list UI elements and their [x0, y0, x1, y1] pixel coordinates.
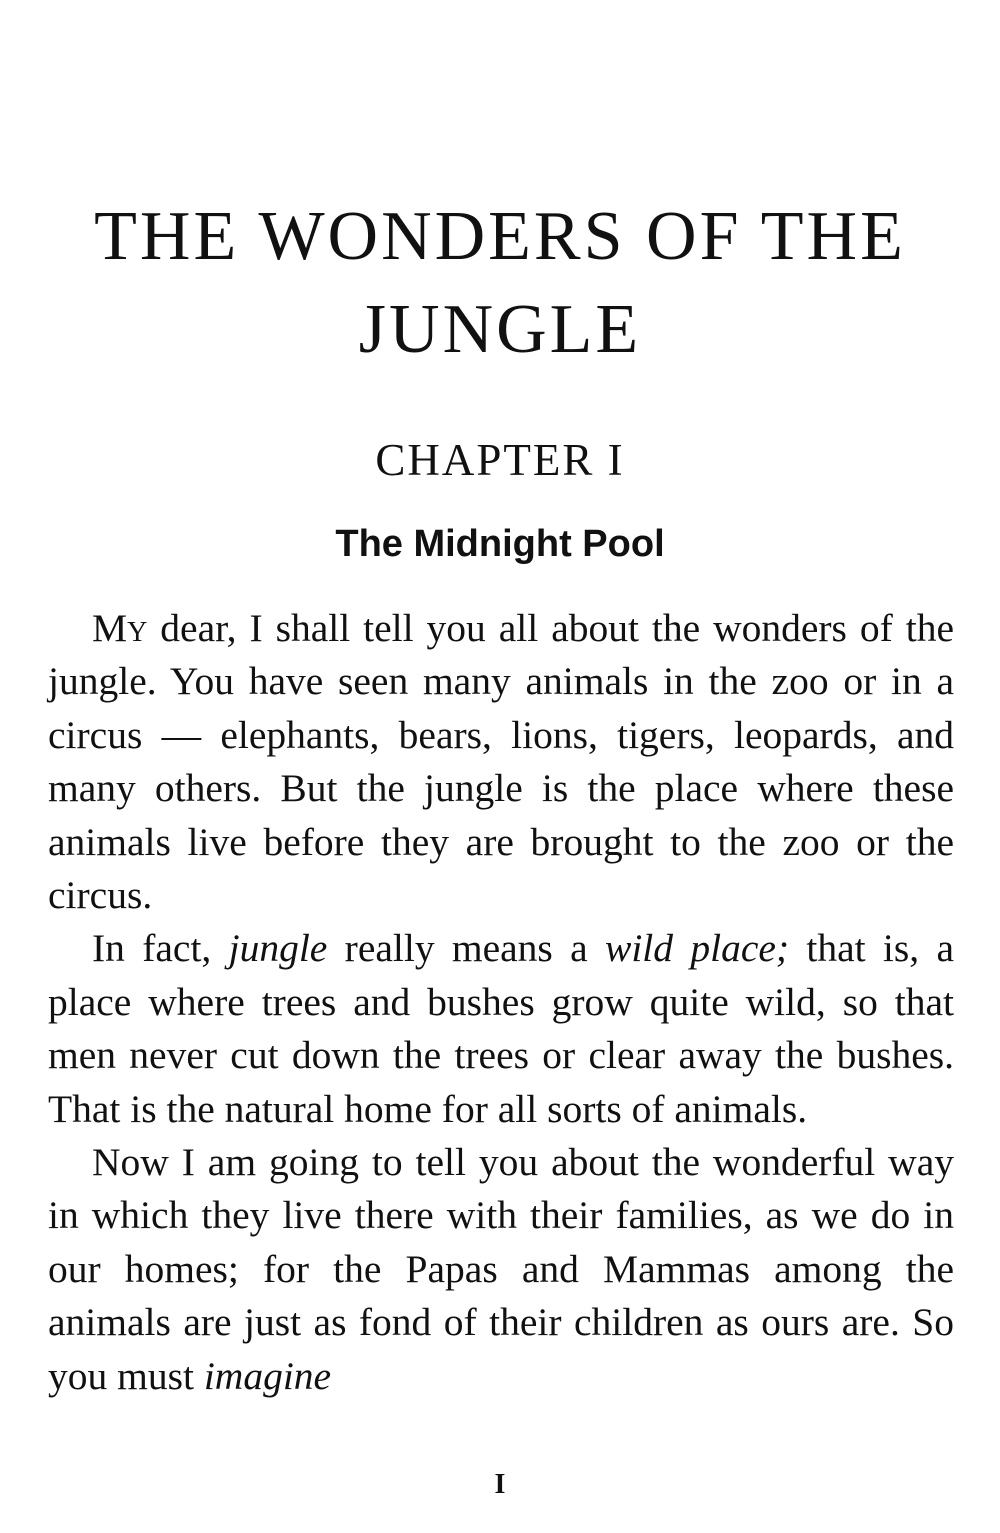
book-title-line-1: THE WONDERS OF THE: [94, 198, 906, 275]
paragraph-3-text: Now I am going to tell you about the wonderful way in which they live there with their families, as we do in our homes; for the Papas and Mammas among the animals are just as fond of their children as ours are. So you must: [48, 1140, 954, 1398]
paragraph-2-text-b: really means a: [327, 926, 605, 971]
paragraph-3: [48, 1136, 954, 1403]
paragraph-1-text: dear, I shall tell you all about the wonders of the jungle. You have seen many animals in the zoo or in a circus — elephants, bears, lions, tigers, leopards, and many others. But the jungle is the place where these animals live before they are brought to the zoo or the circus.: [48, 606, 954, 918]
page-number: I: [494, 1469, 506, 1500]
chapter-title: The Midnight Pool: [335, 523, 665, 565]
paragraph-2-text-c: that is, a place where trees and bushes grow quite wild, so that men never cut down the trees or clear away the bushes. That is the natural home for all sorts of animals.: [48, 926, 954, 1131]
chapter-label: CHAPTER I: [375, 435, 625, 485]
paragraph-2-emphasis-wild-place: wild place;: [604, 926, 790, 971]
paragraph-3-emphasis-imagine: imagine: [203, 1353, 332, 1398]
paragraph-1: [48, 602, 954, 922]
paragraph-2: [48, 922, 954, 1136]
paragraph-lead-word: My: [92, 606, 148, 650]
paragraph-2-text-a: In fact,: [92, 926, 229, 971]
book-title: [40, 190, 960, 376]
body-text: [48, 602, 954, 1403]
book-title-line-2: JUNGLE: [358, 291, 642, 368]
paragraph-2-emphasis-jungle: jungle: [228, 926, 328, 971]
